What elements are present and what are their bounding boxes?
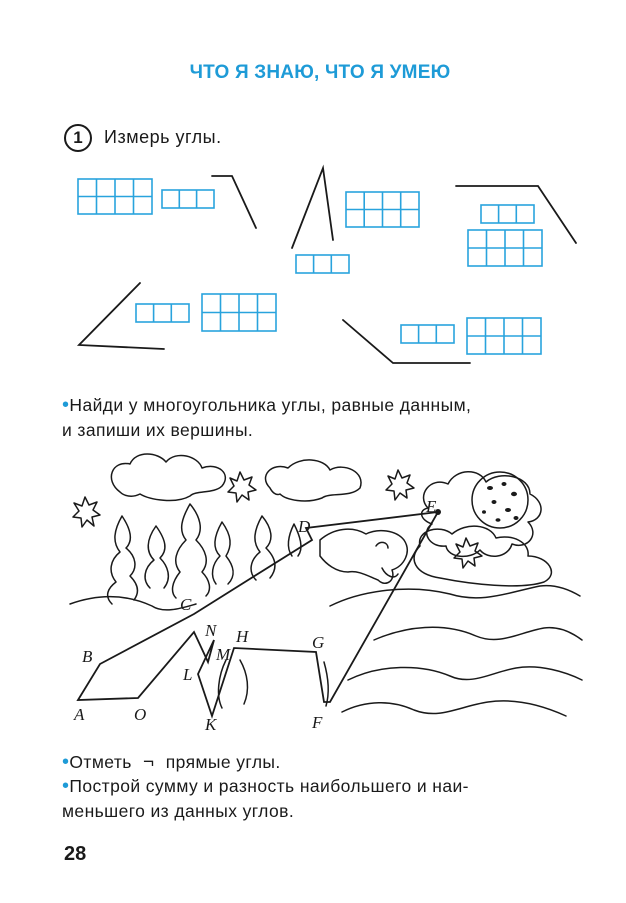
vertex-label-c: C <box>180 595 192 614</box>
instruction-bullet <box>62 774 469 824</box>
answer-grid[interactable] <box>162 190 214 208</box>
instruction-paragraph <box>62 393 471 443</box>
hills <box>70 597 196 610</box>
answer-grid[interactable] <box>136 304 189 322</box>
answer-grid[interactable] <box>467 318 541 354</box>
bullet-icon: • <box>62 751 70 773</box>
vertex-label-h: H <box>236 627 249 646</box>
angle-group-5 <box>343 318 541 363</box>
hills <box>342 701 566 716</box>
vertex-label-a: A <box>74 705 85 724</box>
answer-grid[interactable] <box>401 325 454 343</box>
answer-grid[interactable] <box>346 192 419 227</box>
vertex-label-m: M <box>216 645 231 664</box>
bullet-text: прямые углы. <box>165 752 281 772</box>
tree-icon <box>173 504 210 598</box>
star-icon <box>73 497 100 527</box>
paragraph-line: Найди у многоугольника углы, равные данным, <box>69 395 472 415</box>
page-number: 28 <box>64 843 87 865</box>
angle-group-4 <box>79 283 276 349</box>
answer-grid[interactable] <box>202 294 276 331</box>
task-instruction: Измерь углы. <box>104 127 222 147</box>
angle-shape <box>343 320 470 363</box>
vertex-label-n: N <box>205 621 217 640</box>
landscape-illustration <box>70 454 582 734</box>
vertex-label-l: L <box>183 665 193 684</box>
tree-icon <box>145 526 168 588</box>
angle-shape <box>212 176 256 228</box>
wolf-icon <box>320 529 407 583</box>
right-angle-symbol-icon: ¬ <box>143 752 155 773</box>
answer-grid[interactable] <box>481 205 534 223</box>
vertex-label-g: G <box>312 633 325 652</box>
answer-grid[interactable] <box>468 230 542 266</box>
tree-icon <box>213 522 234 584</box>
wolf-eye <box>376 542 388 548</box>
star-icon <box>454 538 482 568</box>
star-icon <box>386 470 414 500</box>
angle-shape <box>292 168 333 248</box>
vertex-label-d: D <box>298 517 311 536</box>
page-title: ЧТО Я ЗНАЮ, ЧТО Я УМЕЮ <box>189 62 451 83</box>
angle-shape <box>79 283 164 349</box>
moon-spots <box>482 482 519 522</box>
hills <box>330 586 580 606</box>
tree-icon <box>108 516 138 604</box>
bullet-line <box>62 393 471 418</box>
bullet-text: меньшего из данных углов. <box>62 801 295 821</box>
hills <box>324 662 328 706</box>
bullet-icon: • <box>62 775 70 797</box>
hills <box>374 627 582 640</box>
instruction-bullet <box>62 750 281 775</box>
answer-grid[interactable] <box>296 255 349 273</box>
vertex-label-k: K <box>205 715 217 734</box>
bullet-text: Построй сумму и разность наибольшего и наи- <box>69 776 469 796</box>
hills <box>348 667 582 680</box>
paragraph-line: и запиши их вершины. <box>62 420 254 440</box>
angle-group-1 <box>78 176 256 228</box>
angle-group-3 <box>456 186 576 266</box>
bullet-text: Отметь <box>69 752 132 772</box>
answer-grid[interactable] <box>78 179 152 214</box>
vertex-label-o: O <box>134 705 147 724</box>
star-icon <box>228 472 256 502</box>
bullet-icon: • <box>62 394 70 416</box>
vertex-label-f: F <box>312 713 323 732</box>
vertex-label-b: B <box>82 647 93 666</box>
cloud-icon <box>111 454 225 500</box>
cloud-icon <box>265 460 361 501</box>
angle-group-2 <box>292 168 419 273</box>
task-number-badge: 1 <box>64 124 92 152</box>
vertex-label-e: E <box>426 497 437 516</box>
